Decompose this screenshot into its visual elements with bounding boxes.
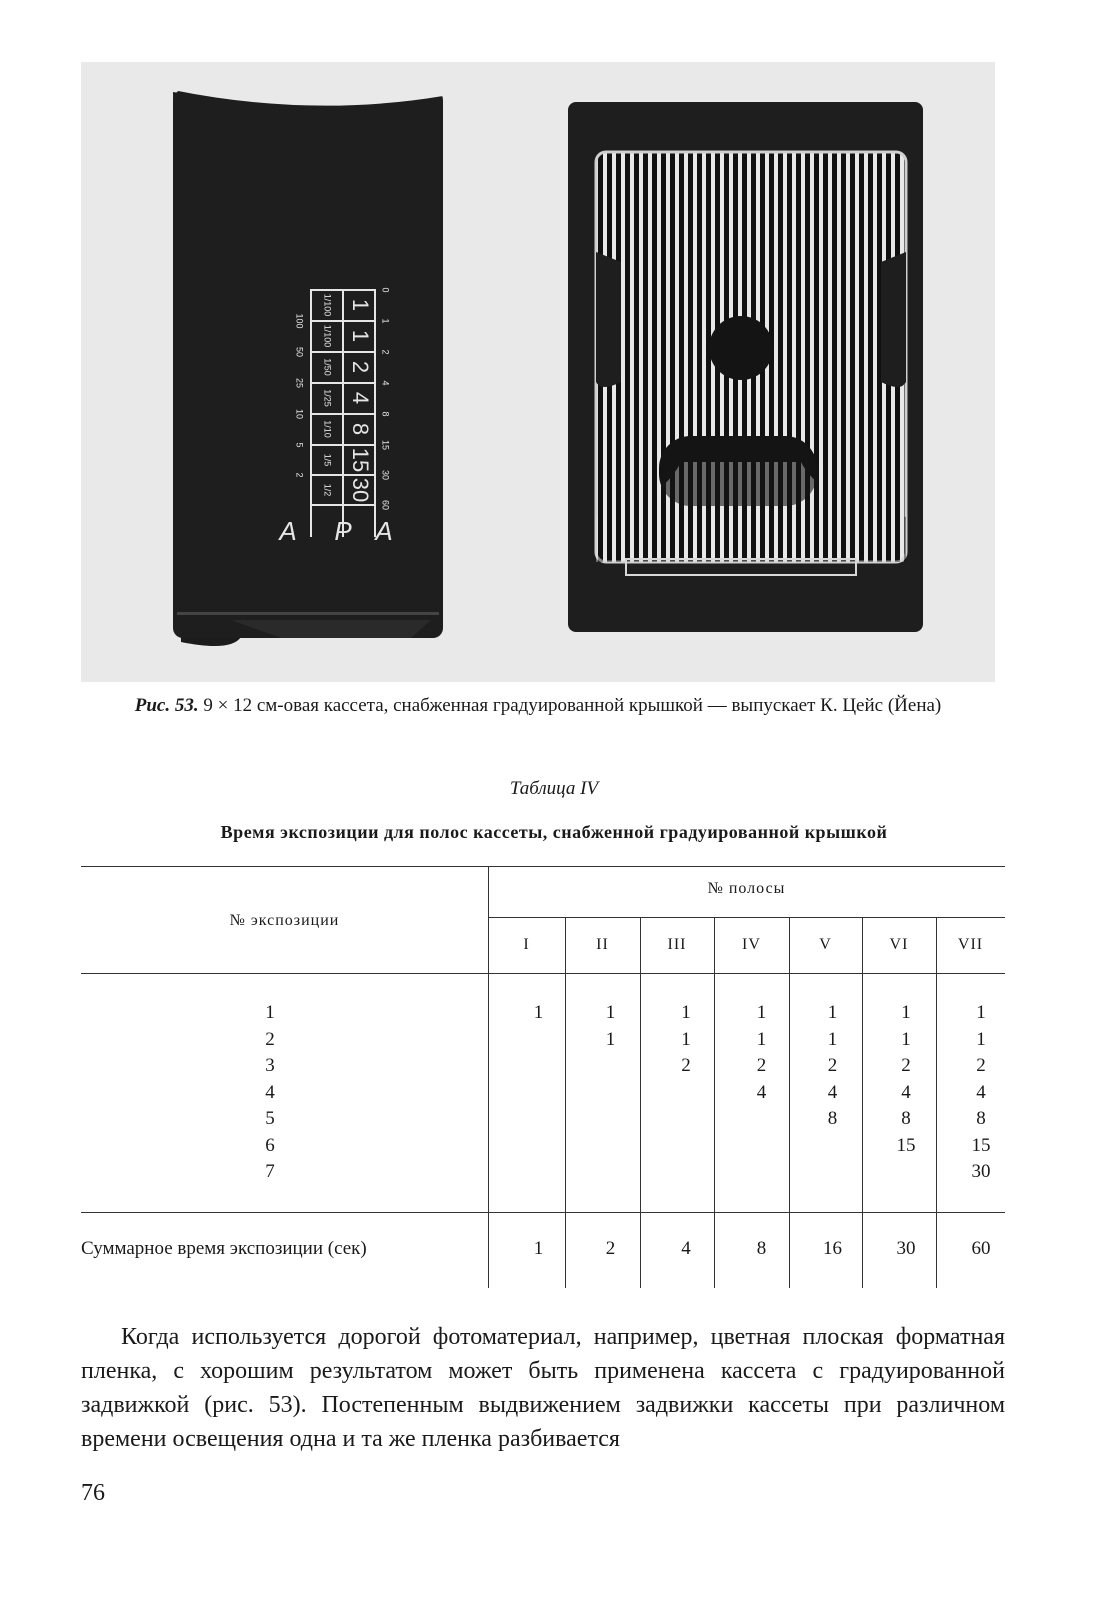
column-values: 1 1 2 4 8 15 <box>896 1002 916 1156</box>
total-value: 8 <box>756 1238 767 1259</box>
scale-seconds-label: 8 <box>348 422 374 436</box>
header-bottom-rule <box>81 973 1005 974</box>
scale-seconds-label: 15 <box>348 447 374 473</box>
column-header: I <box>523 936 530 953</box>
total-value: 2 <box>605 1238 616 1259</box>
column-header: III <box>667 936 687 953</box>
cover-letter: P <box>334 516 352 546</box>
scale-left-label: 10 <box>294 408 305 420</box>
cover-letter: A <box>375 516 393 546</box>
body-paragraph: Когда используется дорогой фотоматериал, например, цветная плоская форматная пленка, с хорошим результатом может быть применена кассета с градуированной задвижкой (рис. 53). Постепенным выдвижением задвижки кассеты при различном времени освещения одна и та же пленка разбивается <box>81 1324 1005 1452</box>
scale-seconds-label: 1 <box>348 329 374 343</box>
scale-fraction-label: 1/100 <box>322 324 333 348</box>
column-values: 1 1 2 4 <box>756 1002 767 1103</box>
caption-prefix: Рис. 53. <box>134 695 199 716</box>
col-divider <box>565 917 566 1288</box>
scale-fraction-label: 1/50 <box>322 358 333 376</box>
scale-fraction-label: 1/100 <box>322 293 333 317</box>
scale-tick-label: 4 <box>380 380 391 386</box>
total-value: 1 <box>533 1238 544 1259</box>
total-value: 16 <box>823 1238 842 1259</box>
scale-left-label: 5 <box>294 442 305 448</box>
exposure-numbers: 1 2 3 4 5 6 7 <box>265 1002 275 1182</box>
column-values: 1 <box>533 1002 544 1023</box>
column-values: 1 1 <box>605 1002 616 1050</box>
column-values: 1 1 2 4 8 15 30 <box>971 1002 991 1182</box>
column-header: IV <box>742 936 761 953</box>
cover-letter: A <box>279 516 297 546</box>
scale-left-label: 25 <box>294 377 305 389</box>
total-value: 4 <box>681 1238 691 1259</box>
table-label: Таблица IV <box>509 778 599 799</box>
scale-seconds-label: 2 <box>348 360 374 374</box>
scale-left-label: 2 <box>294 472 305 478</box>
column-header: II <box>596 936 609 953</box>
column-header: VII <box>957 936 984 953</box>
scale-tick-label: 15 <box>380 439 391 451</box>
col-divider <box>640 917 641 1288</box>
strip-header: № полосы <box>707 880 786 897</box>
scale-tick-label: 30 <box>380 469 391 481</box>
column-values: 1 1 2 <box>681 1002 691 1076</box>
cassette-illustration <box>81 62 995 682</box>
scale-fraction-label: 1/2 <box>322 483 333 497</box>
table-title: Время экспозиции для полос кассеты, снабженной градуированной крышкой <box>220 822 888 842</box>
caption-text: 9 × 12 см-овая кассета, снабженная градуированной крышкой — выпускает К. Цейс (Йена) <box>198 695 942 716</box>
scale-seconds-label: 30 <box>348 477 374 503</box>
total-value: 60 <box>971 1238 991 1259</box>
scale-fraction-label: 1/10 <box>322 420 333 438</box>
scale-tick-label: 2 <box>380 349 391 355</box>
scale-tick-label: 60 <box>380 499 391 511</box>
scale-left-label: 50 <box>294 346 305 358</box>
column-header: VI <box>889 936 909 953</box>
column-header: V <box>819 936 832 953</box>
figure-photo <box>81 62 995 682</box>
figure-caption <box>81 694 995 718</box>
scale-seconds-label: 1 <box>348 298 374 312</box>
column-values: 1 1 2 4 8 <box>827 1002 838 1129</box>
scale-left-label: 100 <box>294 313 305 329</box>
scale-tick-label: 0 <box>380 287 391 293</box>
scale-seconds-label: 4 <box>348 391 374 405</box>
scale-tick-label: 1 <box>380 318 391 324</box>
exposure-header: № экспозиции <box>229 912 340 929</box>
page-number: 76 <box>81 1480 105 1506</box>
scale-tick-label: 8 <box>380 411 391 417</box>
total-value: 30 <box>896 1238 916 1259</box>
col-divider <box>488 866 489 1288</box>
col-divider <box>714 917 715 1288</box>
total-label: Суммарное время экспозиции (сек) <box>81 1238 367 1259</box>
scale-fraction-label: 1/5 <box>322 453 333 467</box>
graduated-cover <box>173 90 443 646</box>
totals-top-rule <box>81 1212 1005 1213</box>
open-cassette <box>568 102 923 632</box>
scale-fraction-label: 1/25 <box>322 389 333 407</box>
table-top-rule <box>81 866 1005 867</box>
